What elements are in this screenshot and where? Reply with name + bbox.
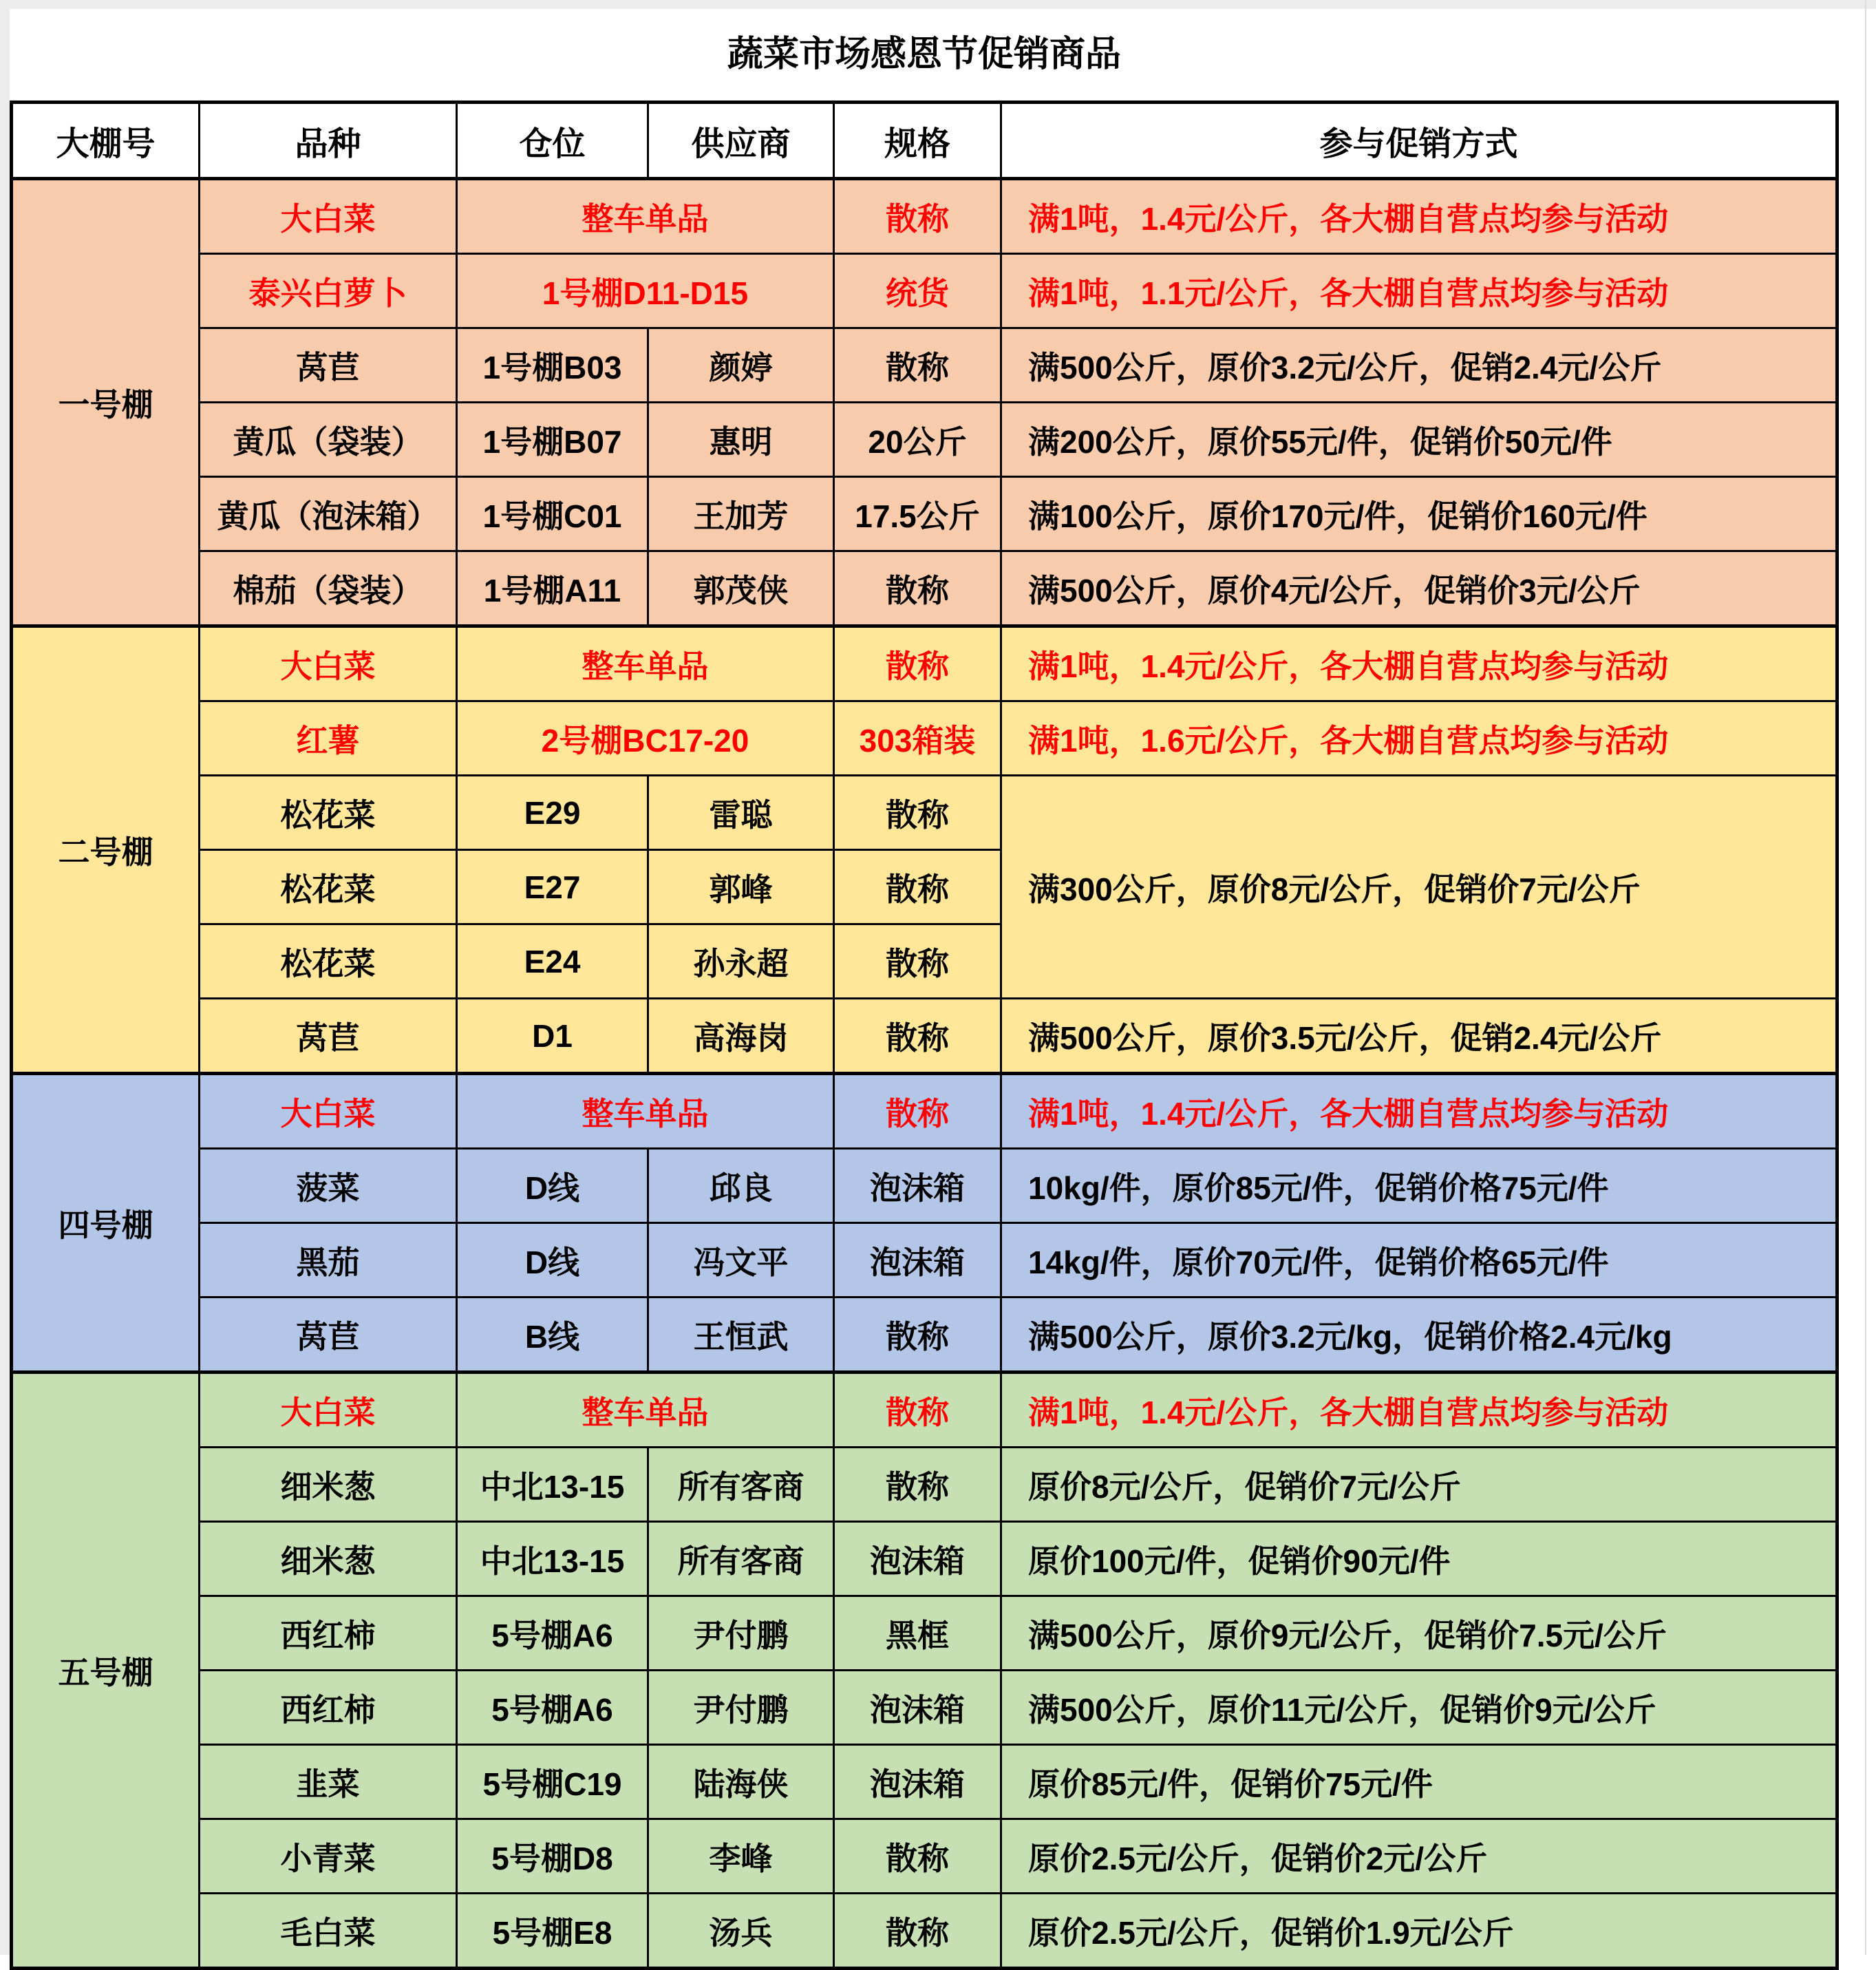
- col-header-supplier: 供应商: [648, 103, 834, 179]
- cell-promo: 满1吨，1.4元/公斤，各大棚自营点均参与活动: [1001, 1074, 1837, 1149]
- cell-variety: 泰兴白萝卜: [200, 254, 457, 328]
- cell-variety: 细米葱: [200, 1448, 457, 1522]
- cell-spec: 散称: [834, 924, 1001, 999]
- table-row: [12, 1298, 1837, 1373]
- table-row: [12, 477, 1837, 551]
- col-header-spec: 规格: [834, 103, 1001, 179]
- cell-spec: 泡沫箱: [834, 1522, 1001, 1596]
- cell-spec: 散称: [834, 1448, 1001, 1522]
- cell-supplier: 惠明: [648, 403, 834, 477]
- cell-slot: 5号棚C19: [457, 1745, 648, 1819]
- table-row: [12, 1819, 1837, 1894]
- cell-supplier: 王加芳: [648, 477, 834, 551]
- cell-spec: 泡沫箱: [834, 1671, 1001, 1745]
- cell-supplier: 尹付鹏: [648, 1596, 834, 1671]
- table-row: [12, 254, 1837, 328]
- table-row: [12, 1074, 1837, 1149]
- cell-promo: 满500公斤，原价3.2元/kg，促销价格2.4元/kg: [1001, 1298, 1837, 1373]
- table-row: [12, 1596, 1837, 1671]
- cell-supplier: 颜婷: [648, 328, 834, 403]
- cell-supplier: 孙永超: [648, 924, 834, 999]
- cell-spec: 黑框: [834, 1596, 1001, 1671]
- cell-slot: B线: [457, 1298, 648, 1373]
- table-row: [12, 1894, 1837, 1969]
- cell-variety: 棉茄（袋装）: [200, 551, 457, 626]
- cell-slot: E29: [457, 776, 648, 850]
- col-header-variety: 品种: [200, 103, 457, 179]
- cell-spec: 散称: [834, 1298, 1001, 1373]
- cell-spec: 泡沫箱: [834, 1149, 1001, 1223]
- cell-supplier: 郭峰: [648, 850, 834, 924]
- cell-supplier: 冯文平: [648, 1223, 834, 1298]
- cell-variety: 西红柿: [200, 1596, 457, 1671]
- col-header-slot: 仓位: [457, 103, 648, 179]
- cell-slot: 整车单品: [457, 179, 834, 254]
- table-row: [12, 1522, 1837, 1596]
- cell-spec: 散称: [834, 328, 1001, 403]
- table-row: [12, 551, 1837, 626]
- cell-slot: 整车单品: [457, 1074, 834, 1149]
- cell-promo: 满1吨，1.1元/公斤，各大棚自营点均参与活动: [1001, 254, 1837, 328]
- table-row: [12, 1223, 1837, 1298]
- cell-variety: 松花菜: [200, 850, 457, 924]
- cell-variety: 小青菜: [200, 1819, 457, 1894]
- cell-supplier: 尹付鹏: [648, 1671, 834, 1745]
- cell-slot: 5号棚D8: [457, 1819, 648, 1894]
- cell-promo: 满1吨，1.6元/公斤，各大棚自营点均参与活动: [1001, 701, 1837, 776]
- cell-spec: 17.5公斤: [834, 477, 1001, 551]
- cell-variety: 松花菜: [200, 924, 457, 999]
- cell-supplier: 雷聪: [648, 776, 834, 850]
- cell-slot: 2号棚BC17-20: [457, 701, 834, 776]
- sheet-top-margin: [0, 0, 1876, 9]
- cell-promo: 满300公斤，原价8元/公斤，促销价7元/公斤: [1001, 776, 1837, 999]
- cell-spec: 散称: [834, 1819, 1001, 1894]
- cell-variety: 红薯: [200, 701, 457, 776]
- cell-promo: 原价8元/公斤，促销价7元/公斤: [1001, 1448, 1837, 1522]
- cell-variety: 大白菜: [200, 1074, 457, 1149]
- sheet-left-margin: [0, 0, 10, 1955]
- cell-spec: 303箱装: [834, 701, 1001, 776]
- cell-slot: 5号棚A6: [457, 1671, 648, 1745]
- cell-spec: 散称: [834, 626, 1001, 701]
- cell-promo: 原价100元/件，促销价90元/件: [1001, 1522, 1837, 1596]
- cell-supplier: 所有客商: [648, 1522, 834, 1596]
- table-row: [12, 1149, 1837, 1223]
- cell-supplier: 陆海侠: [648, 1745, 834, 1819]
- cell-slot: 1号棚C01: [457, 477, 648, 551]
- cell-spec: 散称: [834, 850, 1001, 924]
- table-row: [12, 999, 1837, 1074]
- cell-slot: 1号棚B03: [457, 328, 648, 403]
- cell-supplier: 邱良: [648, 1149, 834, 1223]
- cell-variety: 黄瓜（泡沫箱）: [200, 477, 457, 551]
- cell-promo: 满500公斤，原价3.5元/公斤，促销2.4元/公斤: [1001, 999, 1837, 1074]
- cell-promo: 满1吨，1.4元/公斤，各大棚自营点均参与活动: [1001, 626, 1837, 701]
- table-row: [12, 1671, 1837, 1745]
- cell-supplier: 李峰: [648, 1819, 834, 1894]
- cell-slot: 1号棚D11-D15: [457, 254, 834, 328]
- cell-promo: 满1吨，1.4元/公斤，各大棚自营点均参与活动: [1001, 1373, 1837, 1448]
- section-label: 一号棚: [12, 179, 200, 626]
- cell-variety: 黑茄: [200, 1223, 457, 1298]
- cell-supplier: 郭茂侠: [648, 551, 834, 626]
- table-row: [12, 1745, 1837, 1819]
- cell-spec: 散称: [834, 551, 1001, 626]
- cell-variety: 莴苣: [200, 1298, 457, 1373]
- cell-spec: 散称: [834, 776, 1001, 850]
- section-label: 四号棚: [12, 1074, 200, 1373]
- cell-variety: 毛白菜: [200, 1894, 457, 1969]
- cell-variety: 莴苣: [200, 328, 457, 403]
- cell-variety: 韭菜: [200, 1745, 457, 1819]
- section-label: 二号棚: [12, 626, 200, 1074]
- cell-promo: 满500公斤，原价9元/公斤，促销价7.5元/公斤: [1001, 1596, 1837, 1671]
- cell-promo: 满200公斤，原价55元/件，促销价50元/件: [1001, 403, 1837, 477]
- cell-slot: D线: [457, 1223, 648, 1298]
- cell-supplier: 王恒武: [648, 1298, 834, 1373]
- cell-slot: 5号棚E8: [457, 1894, 648, 1969]
- cell-spec: 散称: [834, 1373, 1001, 1448]
- table-row: [12, 1373, 1837, 1448]
- cell-promo: 14kg/件，原价70元/件，促销价格65元/件: [1001, 1223, 1837, 1298]
- cell-promo: 原价2.5元/公斤，促销价2元/公斤: [1001, 1819, 1837, 1894]
- cell-variety: 西红柿: [200, 1671, 457, 1745]
- cell-variety: 大白菜: [200, 179, 457, 254]
- cell-slot: 整车单品: [457, 1373, 834, 1448]
- cell-promo: 满500公斤，原价4元/公斤，促销价3元/公斤: [1001, 551, 1837, 626]
- cell-spec: 散称: [834, 179, 1001, 254]
- cell-slot: D1: [457, 999, 648, 1074]
- cell-variety: 莴苣: [200, 999, 457, 1074]
- section-label: 五号棚: [12, 1373, 200, 1969]
- cell-supplier: 高海岗: [648, 999, 834, 1074]
- table-row: [12, 179, 1837, 254]
- table-row: [12, 403, 1837, 477]
- section-greenhouse-5: [12, 1373, 1837, 1969]
- cell-promo: 10kg/件，原价85元/件，促销价格75元/件: [1001, 1149, 1837, 1223]
- cell-spec: 泡沫箱: [834, 1223, 1001, 1298]
- cell-spec: 泡沫箱: [834, 1745, 1001, 1819]
- col-header-promo: 参与促销方式: [1001, 103, 1837, 179]
- cell-promo: 满1吨，1.4元/公斤，各大棚自营点均参与活动: [1001, 179, 1837, 254]
- cell-spec: 散称: [834, 999, 1001, 1074]
- cell-spec: 统货: [834, 254, 1001, 328]
- table-row: [12, 701, 1837, 776]
- cell-spec: 散称: [834, 1894, 1001, 1969]
- cell-variety: 黄瓜（袋装）: [200, 403, 457, 477]
- cell-variety: 菠菜: [200, 1149, 457, 1223]
- cell-slot: 1号棚A11: [457, 551, 648, 626]
- cell-variety: 大白菜: [200, 626, 457, 701]
- cell-slot: D线: [457, 1149, 648, 1223]
- cell-variety: 松花菜: [200, 776, 457, 850]
- cell-slot: 1号棚B07: [457, 403, 648, 477]
- promo-table: [10, 100, 1839, 1970]
- cell-spec: 20公斤: [834, 403, 1001, 477]
- cell-variety: 大白菜: [200, 1373, 457, 1448]
- cell-spec: 散称: [834, 1074, 1001, 1149]
- section-greenhouse-1: [12, 179, 1837, 626]
- cell-slot: E27: [457, 850, 648, 924]
- cell-promo: 满500公斤，原价3.2元/公斤，促销2.4元/公斤: [1001, 328, 1837, 403]
- cell-promo: 满500公斤，原价11元/公斤，促销价9元/公斤: [1001, 1671, 1837, 1745]
- cell-slot: 5号棚A6: [457, 1596, 648, 1671]
- table-row: [12, 776, 1837, 850]
- section-greenhouse-2: [12, 626, 1837, 1074]
- table-row: [12, 626, 1837, 701]
- cell-slot: 中北13-15: [457, 1448, 648, 1522]
- header-row: [12, 103, 1837, 179]
- cell-slot: 整车单品: [457, 626, 834, 701]
- cell-promo: 原价85元/件，促销价75元/件: [1001, 1745, 1837, 1819]
- table-header: [12, 103, 1837, 179]
- cell-promo: 满100公斤，原价170元/件，促销价160元/件: [1001, 477, 1837, 551]
- table-row: [12, 328, 1837, 403]
- section-greenhouse-4: [12, 1074, 1837, 1373]
- sheet-gridline: [1865, 0, 1866, 1955]
- page-title: 蔬菜市场感恩节促销商品: [10, 9, 1839, 100]
- col-header-greenhouse: 大棚号: [12, 103, 200, 179]
- cell-slot: E24: [457, 924, 648, 999]
- table-row: [12, 1448, 1837, 1522]
- cell-supplier: 所有客商: [648, 1448, 834, 1522]
- cell-supplier: 汤兵: [648, 1894, 834, 1969]
- cell-slot: 中北13-15: [457, 1522, 648, 1596]
- cell-promo: 原价2.5元/公斤，促销价1.9元/公斤: [1001, 1894, 1837, 1969]
- cell-variety: 细米葱: [200, 1522, 457, 1596]
